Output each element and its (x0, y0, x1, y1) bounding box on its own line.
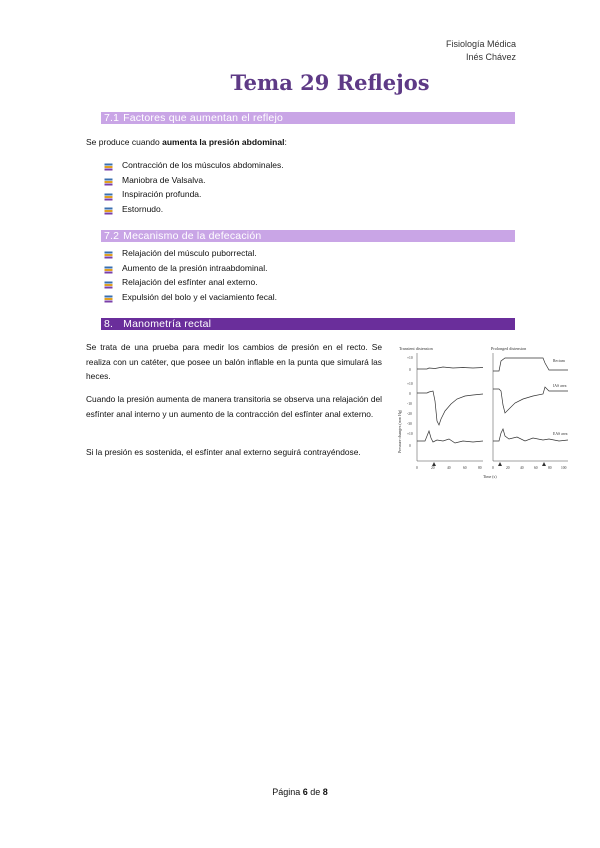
book-bullet-icon (104, 161, 113, 169)
marker-icon (498, 462, 502, 466)
paragraph: Si la presión es sostenida, el esfínter anal externo seguirá contrayéndose. (86, 447, 361, 457)
marker-icon (542, 462, 546, 466)
section-intro: Se produce cuando aumenta la presión abdominal: (86, 137, 287, 147)
x-tick: 60 (534, 466, 538, 470)
x-tick: 20 (506, 466, 510, 470)
list-item: Relajación del esfínter anal externo. (104, 275, 277, 290)
header-author: Inés Chávez (465, 52, 516, 62)
y-tick: -20 (407, 412, 412, 416)
y-tick: 0 (409, 392, 411, 396)
manometry-figure (393, 341, 571, 484)
book-bullet-icon (104, 279, 113, 287)
list-item: Expulsión del bolo y el vaciamiento fecal. (104, 290, 277, 305)
x-tick: 0 (416, 466, 418, 470)
page-title: Tema 29 Reflejos (230, 70, 430, 95)
x-tick: 100 (561, 466, 567, 470)
section-number: 8. (104, 318, 114, 330)
page-footer: Página 6 de 8 (272, 787, 328, 797)
trace-ias-right (493, 387, 568, 413)
figure-right-title: Prolonged distension (491, 346, 527, 351)
intro-emphasis: aumenta la presión abdominal (162, 137, 285, 147)
y-tick: +10 (407, 356, 413, 360)
header-course: Fisiología Médica (445, 39, 516, 49)
section-number: 7.2 (104, 230, 120, 242)
x-tick: 40 (520, 466, 524, 470)
section-heading-manometria (101, 318, 515, 330)
section-title: Mecanismo de la defecación (123, 230, 262, 242)
figure-ylabel: Pressure changes (mm Hg) (397, 409, 402, 453)
book-bullet-icon (104, 176, 113, 184)
page-number: 6 (302, 787, 308, 797)
figure-xlabel: Time (s) (483, 474, 497, 479)
book-bullet-icon (104, 191, 113, 199)
x-tick: 40 (447, 466, 451, 470)
paragraph: Cuando la presión aumenta de manera transitoria se observa una relajación del esfínter anal interno y un aumento de la contracción del esfínter anal externo. (86, 394, 382, 419)
y-tick: 0 (409, 444, 411, 448)
trace-label: EAS area (553, 432, 568, 436)
x-tick: 20 (431, 466, 435, 470)
x-tick: 80 (548, 466, 552, 470)
list-item: Estornudo. (104, 202, 284, 217)
x-tick: 80 (478, 466, 482, 470)
section-title: Manometría rectal (123, 318, 212, 330)
trace-eas-left (417, 431, 483, 443)
book-bullet-icon (104, 249, 113, 257)
book-bullet-icon (104, 293, 113, 301)
book-bullet-icon (104, 264, 113, 272)
y-tick: +10 (407, 432, 413, 436)
y-tick: -30 (407, 422, 412, 426)
list-item: Maniobra de Valsalva. (104, 173, 284, 188)
y-tick: +10 (407, 382, 413, 386)
trace-label: IAS area (553, 384, 567, 388)
trace-rectum-left (417, 367, 483, 369)
x-tick: 60 (463, 466, 467, 470)
list-item: Aumento de la presión intraabdominal. (104, 261, 277, 276)
section-heading-factores (101, 112, 515, 124)
trace-label: Rectum (553, 359, 565, 363)
y-tick: 0 (409, 368, 411, 372)
section-title: Factores que aumentan el reflejo (123, 112, 284, 124)
figure-left-title: Transient distension (399, 346, 433, 351)
factor-list (104, 158, 284, 217)
running-header (446, 38, 516, 64)
mechanism-list (104, 246, 277, 305)
section-number: 7.1 (104, 112, 120, 124)
paragraph: Se trata de una prueba para medir los cambios de presión en el recto. Se realiza con un catéter, que posee un balón inflable en la punta que simulará las heces. (86, 342, 382, 381)
y-tick: -10 (407, 402, 412, 406)
section-heading-mecanismo (101, 230, 515, 242)
list-item: Relajación del músculo puborrectal. (104, 246, 277, 261)
page-total: 8 (322, 787, 328, 797)
list-item: Inspiración profunda. (104, 187, 284, 202)
x-tick: 0 (492, 466, 494, 470)
list-item: Contracción de los músculos abdominales. (104, 158, 284, 173)
trace-ias-left (417, 391, 483, 425)
book-bullet-icon (104, 205, 113, 213)
